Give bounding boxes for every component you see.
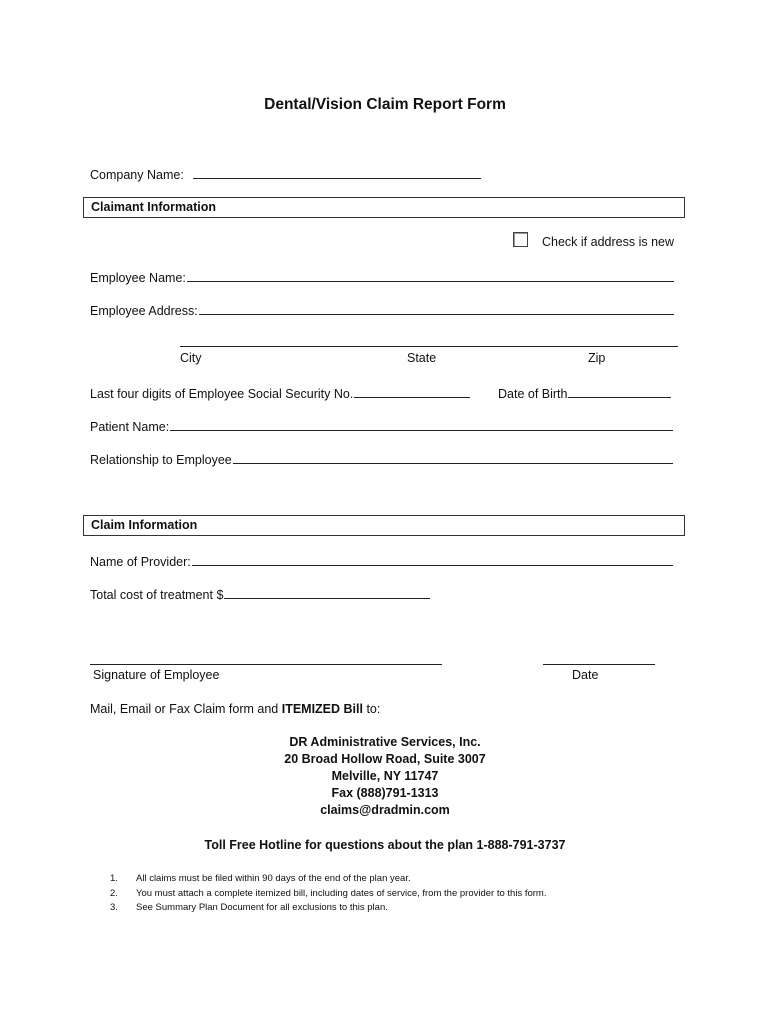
signature-field[interactable] [90,651,442,665]
company-name-field[interactable] [193,165,481,179]
mail-instructions-suffix: to: [362,702,381,716]
address-street: 20 Broad Hollow Road, Suite 3007 [284,752,486,766]
employee-name-row [90,268,674,285]
relationship-field[interactable] [233,450,673,464]
company-name-row [90,165,481,182]
zip-label: Zip [588,351,606,365]
relationship-label: Relationship to Employee [90,453,232,467]
city-label: City [180,351,202,365]
form-title: Dental/Vision Claim Report Form [264,96,506,113]
signature-date-field[interactable] [543,651,655,665]
note-item: 3. See Summary Plan Document for all exclusions to this plan. [110,902,388,913]
ssn-row [90,384,470,401]
dob-row [498,384,671,401]
claim-info-header [83,515,685,536]
patient-name-label: Patient Name: [90,420,170,434]
total-cost-field[interactable] [224,585,430,599]
mail-instructions-prefix: Mail, Email or Fax Claim form and [90,702,282,716]
address-line-2-field[interactable] [180,333,678,347]
hotline-text: Toll Free Hotline for questions about the plan 1-888-791-3737 [204,838,566,852]
address-fax: Fax (888)791-1313 [331,786,439,800]
total-cost-row [90,585,430,602]
address-new-checkbox[interactable] [513,232,528,247]
address-new-label: Check if address is new [542,235,675,249]
mail-instructions [90,702,380,716]
address-city: Melville, NY 11747 [331,769,439,783]
note-item: 2. You must attach a complete itemized bill, including dates of service, from the provider to this form. [110,887,547,899]
company-name-label: Company Name: [90,168,184,182]
employee-address-row [90,301,674,318]
claimant-info-title: Claimant Information [91,200,217,214]
employee-name-field[interactable] [187,268,674,282]
notes-list [110,872,546,916]
patient-name-field[interactable] [170,417,673,431]
dob-label: Date of Birth [498,387,568,401]
employee-name-label: Employee Name: [90,271,186,285]
provider-row [90,552,673,569]
provider-label: Name of Provider: [90,555,191,569]
patient-name-row [90,417,673,434]
dob-field[interactable] [568,384,671,398]
mail-instructions-bold: ITEMIZED Bill [281,702,363,716]
total-cost-label: Total cost of treatment $ [90,588,224,602]
state-label: State [407,351,437,365]
signature-label: Signature of Employee [93,668,220,682]
employee-address-label: Employee Address: [90,304,198,318]
address-email: claims@dradmin.com [320,803,450,817]
ssn-field[interactable] [354,384,470,398]
ssn-label: Last four digits of Employee Social Security No. [90,387,354,401]
provider-field[interactable] [192,552,673,566]
employee-address-field[interactable] [199,301,674,315]
note-item: 1. All claims must be filed within 90 days of the end of the plan year. [110,873,411,884]
claim-info-title: Claim Information [91,518,198,532]
relationship-row [90,450,673,467]
date-label: Date [572,668,599,682]
address-company: DR Administrative Services, Inc. [289,735,481,749]
claimant-info-header [83,197,685,218]
